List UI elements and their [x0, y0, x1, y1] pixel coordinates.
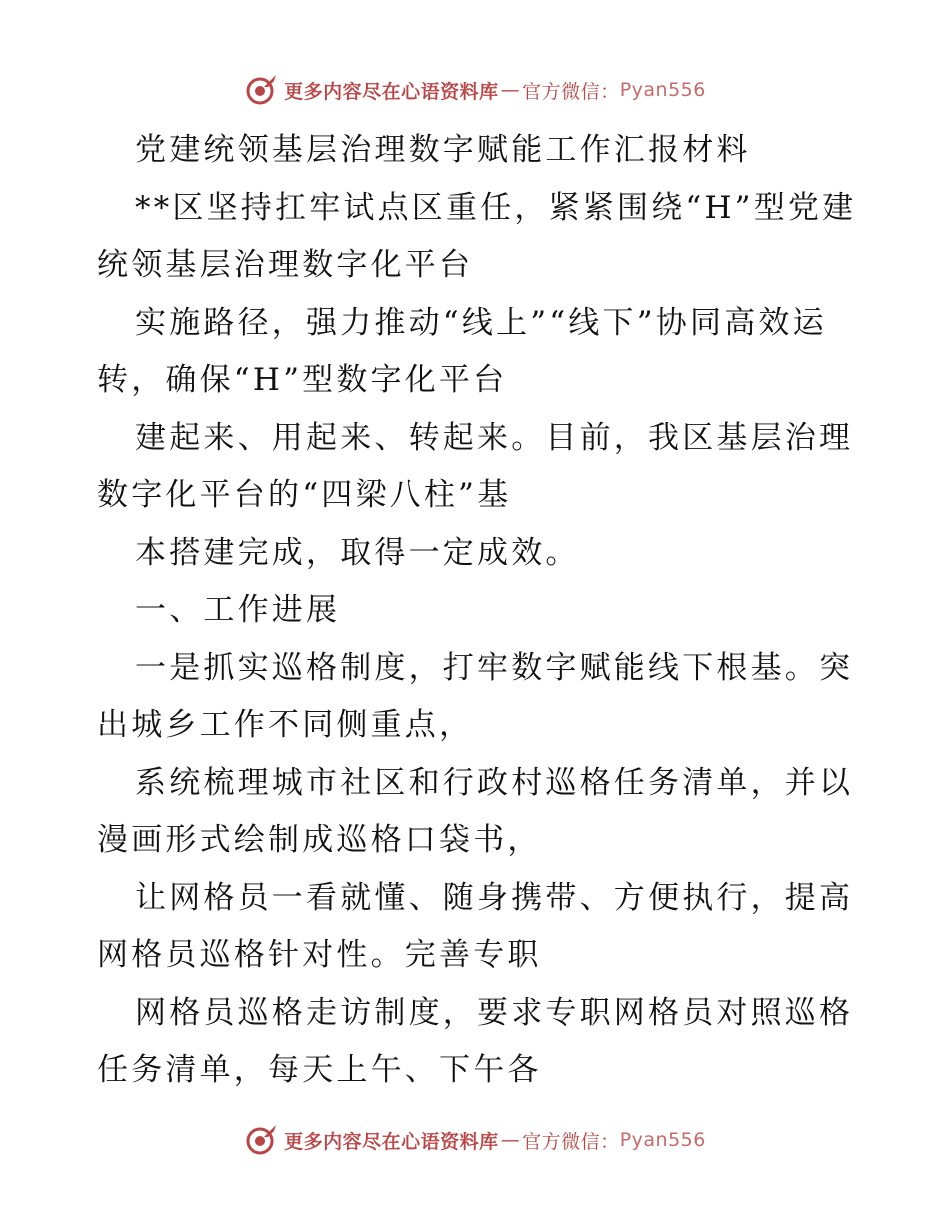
header-watermark: [0, 70, 950, 110]
document-body: [97, 122, 857, 1100]
section-heading: 一、工作进展: [135, 592, 341, 628]
watermark-dash: —: [500, 1129, 521, 1151]
paragraph: 让网格员一看就懂、随身携带、方便执行，提高网格员巡格针对性。完善专职: [97, 879, 854, 973]
paragraph: 一是抓实巡格制度，打牢数字赋能线下根基。突出城乡工作不同侧重点，: [97, 649, 854, 743]
watermark-wechat-id: Pyan556: [619, 1129, 706, 1151]
footer-watermark: [0, 1120, 950, 1160]
watermark-dash: —: [500, 79, 521, 101]
watermark-main-text: 更多内容尽在心语资料库: [284, 80, 499, 103]
watermark-wechat-id: Pyan556: [619, 79, 706, 101]
paragraph: 网格员巡格走访制度，要求专职网格员对照巡格任务清单，每天上午、下午各: [97, 994, 854, 1088]
watermark-sub-text: 官方微信：: [522, 80, 620, 103]
paragraph: **区坚持扛牢试点区重任，紧紧围绕“H”型党建统领基层治理数字化平台: [97, 189, 857, 283]
paragraph: 建起来、用起来、转起来。目前，我区基层治理数字化平台的“四梁八柱”基: [97, 419, 854, 513]
watermark-main-text: 更多内容尽在心语资料库: [284, 1130, 499, 1153]
document-title: 党建统领基层治理数字赋能工作汇报材料: [135, 132, 751, 168]
paragraph: 实施路径，强力推动“线上”“线下”协同高效运转，确保“H”型数字化平台: [97, 304, 827, 398]
paragraph: 系统梳理城市社区和行政村巡格任务清单，并以漫画形式绘制成巡格口袋书，: [97, 764, 854, 858]
paragraph: 本搭建完成，取得一定成效。: [135, 534, 580, 571]
quill-logo-icon: [244, 1123, 278, 1157]
watermark-sub-text: 官方微信：: [522, 1130, 620, 1153]
quill-logo-icon: [244, 73, 278, 107]
